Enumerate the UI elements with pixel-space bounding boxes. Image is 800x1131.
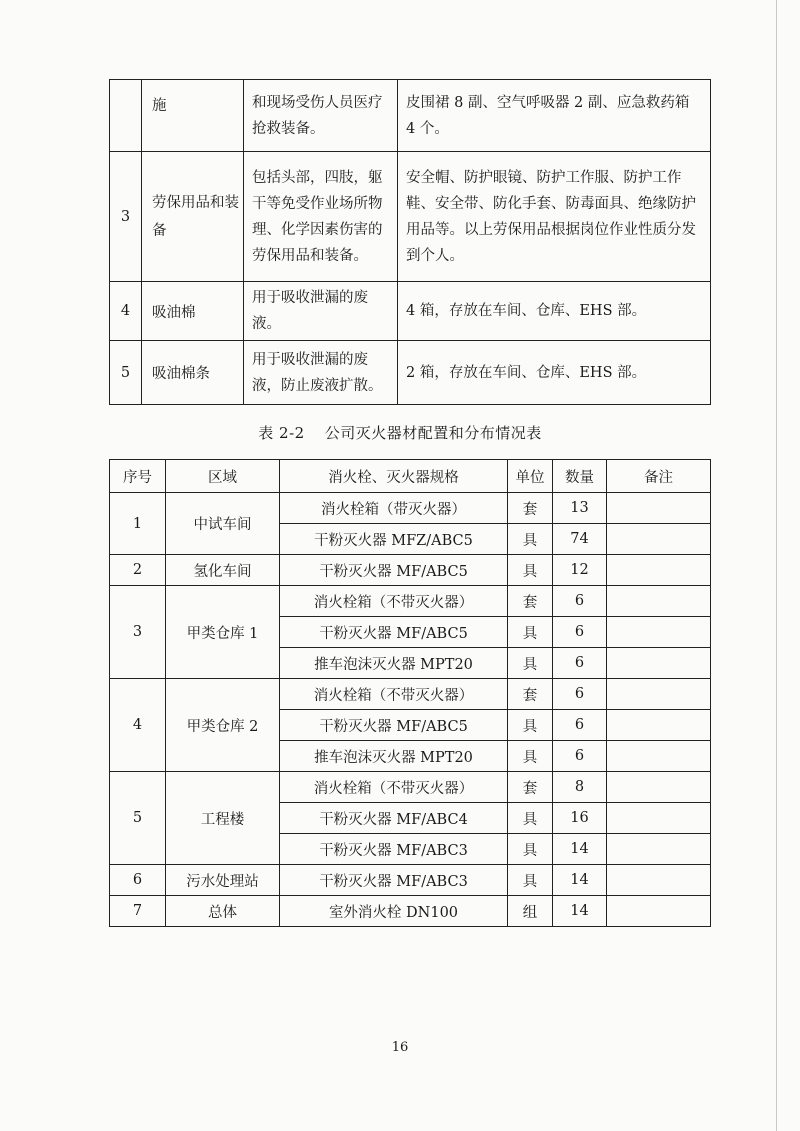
cell-unit: 组: [508, 896, 553, 927]
cell-spec: 消火栓箱（不带灭火器）: [280, 586, 508, 617]
table-row: [110, 865, 711, 896]
cell-area: 总体: [166, 896, 280, 927]
cell-unit: 具: [508, 555, 553, 586]
cell-note: [607, 865, 711, 896]
row-quantity: 2 箱，存放在车间、仓库、EHS 部。: [398, 341, 711, 405]
cell-seq: 3: [110, 586, 166, 679]
cell-qty: 14: [553, 834, 607, 865]
cell-spec: 室外消火栓 DN100: [280, 896, 508, 927]
cell-seq: 6: [110, 865, 166, 896]
table-row: [110, 679, 711, 710]
cell-qty: 14: [553, 896, 607, 927]
cell-area: 污水处理站: [166, 865, 280, 896]
row-description: 用于吸收泄漏的废液，防止废液扩散。: [244, 341, 398, 405]
table-row: [110, 152, 711, 282]
table-caption: [0, 422, 800, 443]
table-row: [110, 586, 711, 617]
row-quantity: 皮围裙 8 副、空气呼吸器 2 副、应急救药箱 4 个。: [398, 80, 711, 152]
row-name: 吸油棉: [142, 282, 244, 341]
cell-unit: 具: [508, 617, 553, 648]
cell-qty: 6: [553, 617, 607, 648]
table-row: [110, 772, 711, 803]
equipment-table: [109, 79, 711, 405]
cell-spec: 干粉灭火器 MF/ABC3: [280, 865, 508, 896]
row-name: 劳保用品和装备: [142, 152, 244, 282]
cell-area: 工程楼: [166, 772, 280, 865]
cell-note: [607, 710, 711, 741]
cell-spec: 消火栓箱（带灭火器）: [280, 493, 508, 524]
scan-edge-line: [776, 0, 777, 1131]
cell-unit: 套: [508, 772, 553, 803]
cell-qty: 13: [553, 493, 607, 524]
cell-unit: 套: [508, 679, 553, 710]
cell-spec: 干粉灭火器 MF/ABC5: [280, 555, 508, 586]
fire-equipment-table: [109, 459, 711, 927]
cell-spec: 消火栓箱（不带灭火器）: [280, 772, 508, 803]
cell-note: [607, 741, 711, 772]
caption-title: 公司灭火器材配置和分布情况表: [324, 424, 542, 442]
cell-unit: 套: [508, 586, 553, 617]
cell-unit: 具: [508, 834, 553, 865]
cell-seq: 4: [110, 679, 166, 772]
cell-qty: 12: [553, 555, 607, 586]
cell-note: [607, 803, 711, 834]
row-description: 和现场受伤人员医疗抢救装备。: [244, 80, 398, 152]
cell-area: 甲类仓库 2: [166, 679, 280, 772]
cell-note: [607, 524, 711, 555]
page-number: 16: [391, 1040, 409, 1055]
row-index: 5: [110, 341, 142, 405]
cell-qty: 6: [553, 648, 607, 679]
cell-qty: 8: [553, 772, 607, 803]
cell-qty: 6: [553, 679, 607, 710]
cell-spec: 消火栓箱（不带灭火器）: [280, 679, 508, 710]
cell-unit: 具: [508, 741, 553, 772]
cell-spec: 干粉灭火器 MF/ABC4: [280, 803, 508, 834]
cell-unit: 具: [508, 710, 553, 741]
cell-note: [607, 834, 711, 865]
cell-spec: 推车泡沫灭火器 MPT20: [280, 741, 508, 772]
cell-qty: 14: [553, 865, 607, 896]
cell-note: [607, 555, 711, 586]
cell-spec: 干粉灭火器 MF/ABC5: [280, 710, 508, 741]
cell-area: 中试车间: [166, 493, 280, 555]
table-row: [110, 341, 711, 405]
cell-area: 甲类仓库 1: [166, 586, 280, 679]
row-index: 4: [110, 282, 142, 341]
header-seq: 序号: [110, 460, 166, 493]
cell-spec: 干粉灭火器 MF/ABC3: [280, 834, 508, 865]
row-name: 施: [142, 80, 244, 152]
cell-unit: 具: [508, 865, 553, 896]
header-area: 区域: [166, 460, 280, 493]
cell-seq: 5: [110, 772, 166, 865]
table-row: [110, 282, 711, 341]
cell-unit: 具: [508, 803, 553, 834]
caption-number: 表 2-2: [258, 424, 305, 442]
header-row: [110, 460, 711, 493]
cell-qty: 6: [553, 741, 607, 772]
row-quantity: 安全帽、防护眼镜、防护工作服、防护工作鞋、安全带、防化手套、防毒面具、绝缘防护用品等。以上劳保用品根据岗位作业性质分发到个人。: [398, 152, 711, 282]
header-unit: 单位: [508, 460, 553, 493]
cell-spec: 推车泡沫灭火器 MPT20: [280, 648, 508, 679]
cell-unit: 具: [508, 524, 553, 555]
cell-note: [607, 772, 711, 803]
cell-unit: 套: [508, 493, 553, 524]
table-row: [110, 896, 711, 927]
cell-qty: 6: [553, 586, 607, 617]
row-description: 包括头部，四肢，躯干等免受作业场所物理、化学因素伤害的劳保用品和装备。: [244, 152, 398, 282]
header-qty: 数量: [553, 460, 607, 493]
row-description: 用于吸收泄漏的废液。: [244, 282, 398, 341]
cell-note: [607, 679, 711, 710]
table-row: [110, 555, 711, 586]
cell-seq: 2: [110, 555, 166, 586]
cell-seq: 7: [110, 896, 166, 927]
table-row: [110, 80, 711, 152]
cell-qty: 16: [553, 803, 607, 834]
header-spec: 消火栓、灭火器规格: [280, 460, 508, 493]
row-index: [110, 80, 142, 152]
cell-note: [607, 586, 711, 617]
cell-seq: 1: [110, 493, 166, 555]
row-index: 3: [110, 152, 142, 282]
header-note: 备注: [607, 460, 711, 493]
cell-note: [607, 493, 711, 524]
cell-note: [607, 617, 711, 648]
row-quantity: 4 箱，存放在车间、仓库、EHS 部。: [398, 282, 711, 341]
cell-area: 氢化车间: [166, 555, 280, 586]
cell-spec: 干粉灭火器 MFZ/ABC5: [280, 524, 508, 555]
cell-note: [607, 896, 711, 927]
row-name: 吸油棉条: [142, 341, 244, 405]
table-row: [110, 493, 711, 524]
cell-unit: 具: [508, 648, 553, 679]
cell-qty: 74: [553, 524, 607, 555]
cell-spec: 干粉灭火器 MF/ABC5: [280, 617, 508, 648]
cell-note: [607, 648, 711, 679]
cell-qty: 6: [553, 710, 607, 741]
